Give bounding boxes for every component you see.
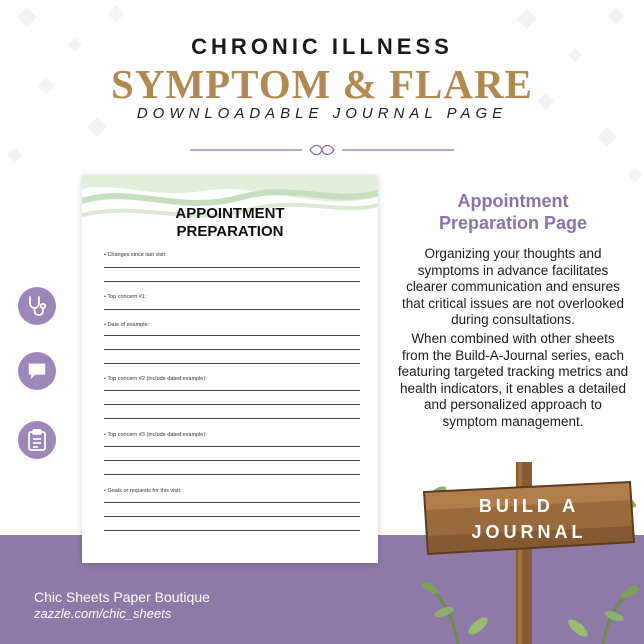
journal-page-preview bbox=[82, 175, 378, 563]
writing-line bbox=[104, 349, 360, 350]
section-title-line2: Preparation Page bbox=[438, 213, 588, 233]
writing-line bbox=[104, 474, 360, 475]
writing-line bbox=[104, 309, 360, 310]
speech-bubble-icon bbox=[18, 352, 56, 390]
description-paragraph-1: Organizing your thoughts and symptoms in advance facilitates clearer communication and ensures that critical issues are not overlooked during consultations. bbox=[401, 246, 625, 327]
header-tagline: DOWNLOADABLE JOURNAL PAGE bbox=[136, 105, 508, 122]
stethoscope-icon bbox=[18, 287, 56, 325]
field-label: • Date of example: bbox=[104, 322, 150, 328]
field-top-concern-1 bbox=[104, 293, 360, 310]
field-changes bbox=[104, 251, 360, 282]
description-paragraph-2: When combined with other sheets from the Build-A-Journal series, each featuring targeted tracking metrics and health indicators, it enables a detailed and personalized approach to symptom management. bbox=[397, 331, 629, 429]
field-label: • Changes since last visit: bbox=[104, 252, 167, 258]
section-title-line1: Appointment bbox=[457, 191, 569, 211]
writing-line bbox=[104, 502, 360, 503]
writing-line bbox=[104, 516, 360, 517]
journal-title-line2: PREPARATION bbox=[176, 223, 284, 240]
shop-url: zazzle.com/chic_sheets bbox=[34, 606, 172, 621]
sign-line1: BUILD A bbox=[478, 496, 580, 516]
field-date-of-example bbox=[104, 321, 360, 364]
writing-line bbox=[104, 530, 360, 531]
section-title bbox=[398, 190, 628, 234]
journal-title-line1: APPOINTMENT bbox=[175, 205, 285, 222]
writing-line bbox=[104, 335, 360, 336]
build-a-journal-sign bbox=[418, 462, 644, 644]
header-title: SYMPTOM & FLARE bbox=[111, 61, 533, 107]
writing-line bbox=[104, 460, 360, 461]
header-subtitle: CHRONIC ILLNESS bbox=[191, 34, 453, 59]
shop-name: Chic Sheets Paper Boutique bbox=[34, 589, 210, 605]
field-top-concern-3 bbox=[104, 431, 360, 475]
field-label: • Top concern #3 (include dated example): bbox=[104, 432, 207, 438]
writing-line bbox=[104, 390, 360, 391]
journal-page-title bbox=[82, 205, 378, 241]
ornament-divider bbox=[190, 143, 454, 157]
writing-line bbox=[104, 281, 360, 282]
writing-line bbox=[104, 363, 360, 364]
clipboard-icon bbox=[18, 421, 56, 459]
writing-line bbox=[104, 446, 360, 447]
field-label: • Top concern #1: bbox=[104, 294, 147, 300]
field-label: • Goals or requests for this visit: bbox=[104, 488, 182, 494]
writing-line bbox=[104, 418, 360, 419]
field-goals bbox=[104, 487, 360, 531]
writing-line bbox=[104, 267, 360, 268]
field-label: • Top concern #2 (include dated example): bbox=[104, 376, 207, 382]
writing-line bbox=[104, 404, 360, 405]
sign-line2: JOURNAL bbox=[471, 522, 587, 542]
field-top-concern-2 bbox=[104, 375, 360, 419]
